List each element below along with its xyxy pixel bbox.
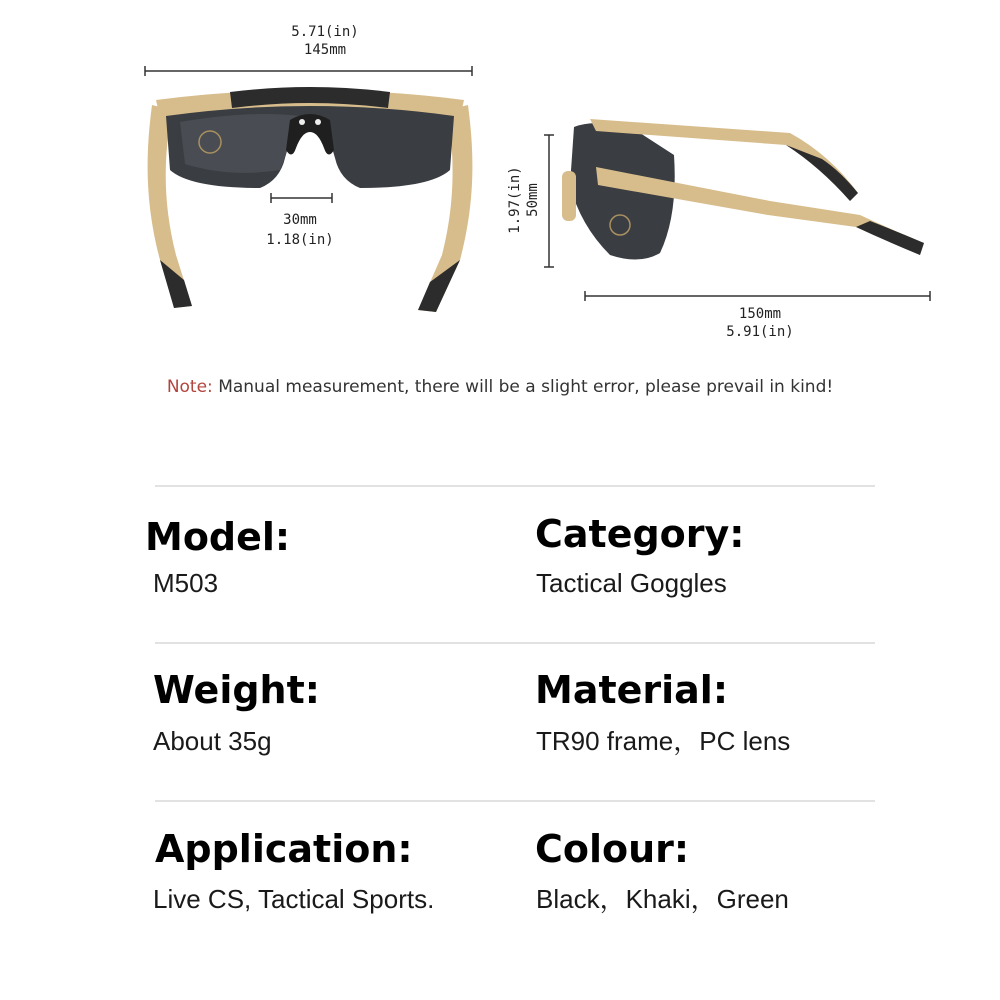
height-mm-label: 50mm [525, 183, 541, 217]
divider-middle [155, 642, 875, 644]
note-text: Manual measurement, there will be a slight error, please prevail in kind! [212, 377, 834, 397]
height-inches-label: 1.97(in) [507, 166, 523, 234]
side-view-goggles [540, 105, 940, 305]
note-prefix: Note: [166, 377, 213, 397]
application-value: Live CS, Tactical Sports. [153, 884, 435, 914]
measurement-note [0, 377, 1000, 397]
divider-bottom [155, 800, 875, 802]
bridge-mm-label: 30mm [283, 212, 317, 228]
colour-value: Black，Khaki，Green [536, 884, 789, 914]
length-mm-label: 150mm [738, 306, 782, 322]
model-value: M503 [153, 568, 219, 598]
material-value: TR90 frame，PC lens [536, 726, 791, 756]
weight-value: About 35g [153, 726, 272, 756]
material-label: Material: [535, 668, 729, 712]
width-inches-label: 5.71(in) [291, 24, 359, 40]
width-dimension-line [145, 66, 472, 76]
category-label: Category: [535, 512, 745, 556]
width-mm-label: 145mm [303, 42, 347, 58]
weight-label: Weight: [153, 668, 320, 712]
model-label: Model: [145, 515, 291, 559]
height-dimension-line [544, 135, 554, 267]
colour-label: Colour: [535, 827, 690, 871]
divider-top [155, 485, 875, 487]
length-inches-label: 5.91(in) [726, 324, 794, 340]
length-dimension-line [585, 291, 930, 301]
front-view-goggles [130, 60, 490, 320]
bridge-inches-label: 1.18(in) [266, 232, 334, 248]
category-value: Tactical Goggles [536, 568, 727, 598]
application-label: Application: [155, 827, 413, 871]
bridge-dimension-line [271, 193, 332, 203]
